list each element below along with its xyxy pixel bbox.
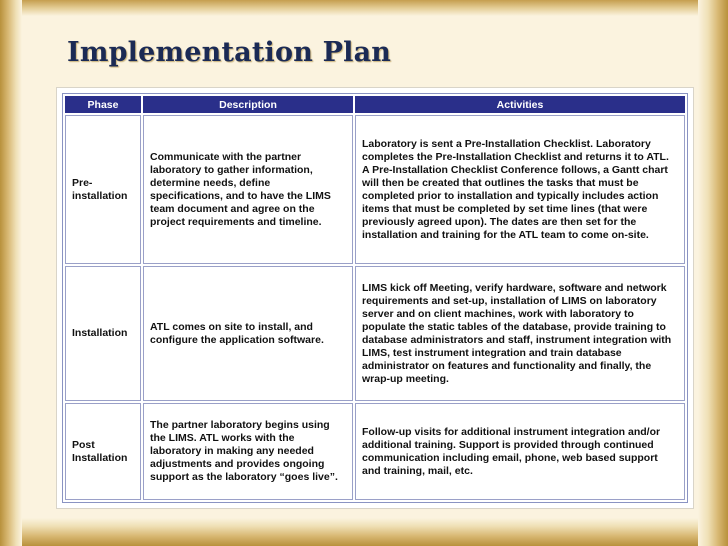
slide-border-left bbox=[0, 0, 22, 546]
phase-cell: Installation bbox=[65, 266, 141, 401]
table-row bbox=[65, 266, 685, 401]
phase-cell: Pre- installation bbox=[65, 115, 141, 264]
header-activities: Activities bbox=[355, 96, 685, 113]
activities-cell: LIMS kick off Meeting, verify hardware, software and network requirements and set-up, installation of LIMS on laboratory server and on client machines, work with laboratory to populate the static tables of the database, provide training to database administrators and staff, instrument integration with LIMS, test instrument integration and train database administrator on features and functionality and finally, the wrap-up meeting. bbox=[355, 266, 685, 401]
slide-border-top bbox=[0, 0, 728, 16]
table-frame bbox=[57, 88, 693, 508]
implementation-plan-table bbox=[62, 93, 688, 503]
header-description: Description bbox=[143, 96, 353, 113]
table-row bbox=[65, 403, 685, 500]
phase-cell: Post Installation bbox=[65, 403, 141, 500]
slide-border-bottom bbox=[0, 518, 728, 546]
description-cell: Communicate with the partner laboratory to gather information, determine needs, define specifications, and to have the LIMS team document and agree on the project requirements and timeline. bbox=[143, 115, 353, 264]
activities-cell: Follow-up visits for additional instrument integration and/or additional training. Support is provided through continued communication including email, phone, web based support and training, mail, etc. bbox=[355, 403, 685, 500]
table-row bbox=[65, 115, 685, 264]
table-header-row bbox=[65, 96, 685, 113]
description-cell: The partner laboratory begins using the LIMS. ATL works with the laboratory in making any needed adjustments and provides ongoing support as the laboratory “goes live”. bbox=[143, 403, 353, 500]
slide-title: Implementation Plan bbox=[67, 37, 392, 68]
activities-cell: Laboratory is sent a Pre-Installation Checklist. Laboratory completes the Pre-Installation Checklist and returns it to ATL. A Pre-Installation Checklist Conference follows, a Gantt chart will then be created that outlines the tasks that must be completed prior to installation and typically includes action items that must be completed by set time lines (that were previously agreed upon). The dates are then set for the installation and training for the ATL team to come on-site. bbox=[355, 115, 685, 264]
description-cell: ATL comes on site to install, and configure the application software. bbox=[143, 266, 353, 401]
header-phase: Phase bbox=[65, 96, 141, 113]
slide-border-right bbox=[698, 0, 728, 546]
